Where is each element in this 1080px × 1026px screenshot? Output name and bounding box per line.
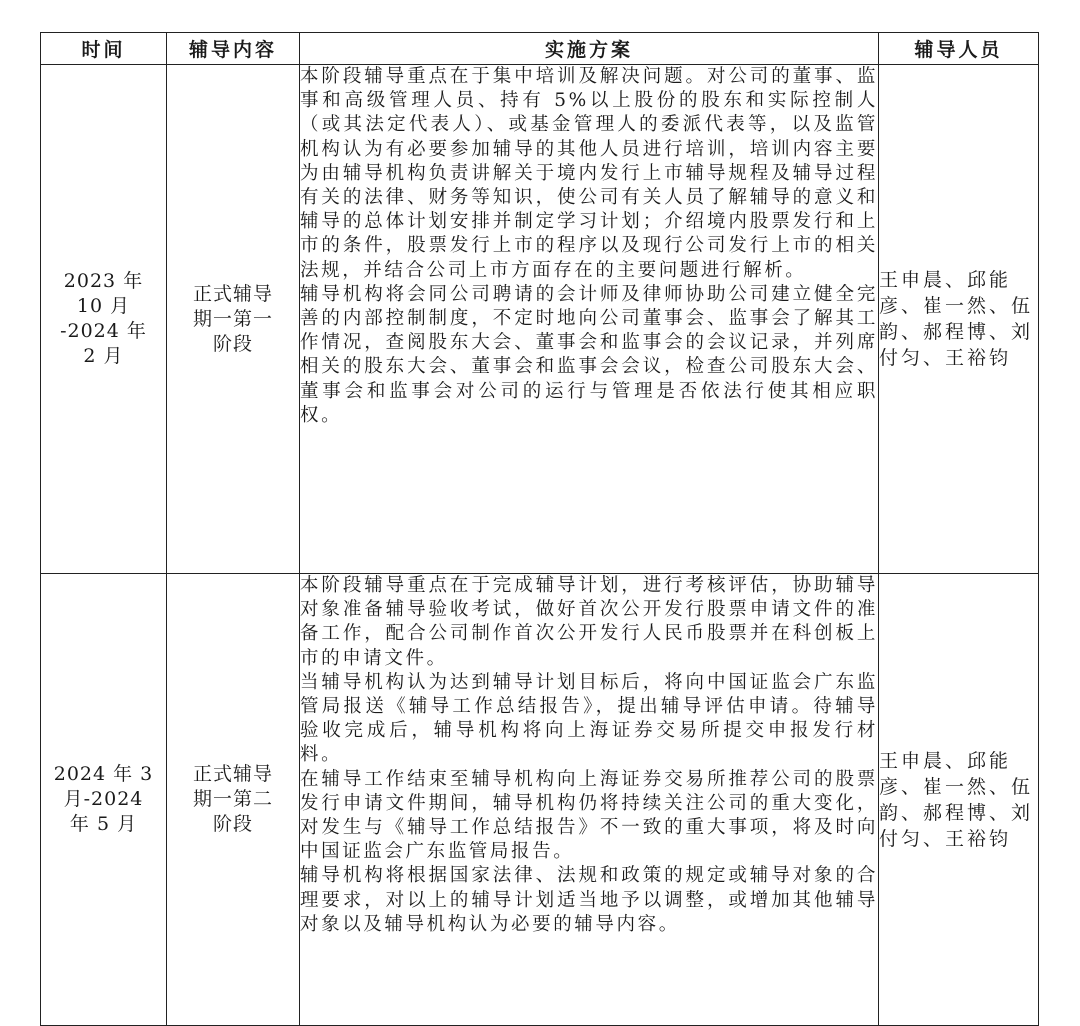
content-line: 正式辅导 xyxy=(192,763,273,785)
period-line: -2024 年 xyxy=(60,320,147,342)
staff-cell: 王申晨、邱能彦、崔一然、伍韵、郝程博、刘付匀、王裕钧 xyxy=(879,574,1039,1026)
content-line: 期一第二 xyxy=(192,788,273,810)
content-line: 期一第一 xyxy=(192,307,273,330)
scheme-cell xyxy=(300,574,879,1026)
scheme-paragraph: 本阶段辅导重点在于完成辅导计划，进行考核评估，协助辅导对象准备辅导验收考试，做好首次公开发行股票申请文件的准备工作，配合公司制作首次公开发行人民币股票并在科创板上市的申请文件。 xyxy=(300,575,878,669)
scheme-cell xyxy=(300,65,879,574)
staff-cell: 王申晨、邱能彦、崔一然、伍韵、郝程博、刘付匀、王裕钧 xyxy=(879,65,1039,574)
content-cell xyxy=(167,574,300,1026)
period-cell xyxy=(41,65,167,574)
scheme-paragraph: 在辅导工作结束至辅导机构向上海证券交易所推荐公司的股票发行申请文件期间，辅导机构仍将持续关注公司的重大变化，对发生与《辅导工作总结报告》不一致的重大事项，将及时向中国证监会广东监管局报告。 xyxy=(300,768,878,863)
tutoring-plan-table xyxy=(40,32,1039,1026)
content-line: 阶段 xyxy=(212,813,253,835)
period-line: 2024 年 3 xyxy=(53,763,154,785)
period-line: 2023 年 xyxy=(63,270,144,292)
content-line: 正式辅导 xyxy=(192,282,273,305)
period-cell xyxy=(41,574,167,1026)
header-time: 时间 xyxy=(41,33,167,65)
scheme-paragraph: 辅导机构将会同公司聘请的会计师及律师协助公司建立健全完善的内部控制制度，不定时地向公司董事会、监事会了解其工作情况，查阅股东大会、董事会和监事会的会议记录，并列席相关的股东大会、董事会和监事会会议，检查公司股东大会、董事会和监事会对公司的运行与管理是否依法行使其相应职权。 xyxy=(300,283,878,426)
scheme-paragraph: 本阶段辅导重点在于集中培训及解决问题。对公司的董事、监事和高级管理人员、持有 5%以上股份的股东和实际控制人（或其法定代表人）、或基金管理人的委派代表等，以及监管机构认为有必要参加辅导的其他人员进行培训，培训内容主要为由辅导机构负责讲解关于境内发行上市辅导规程及辅导过程有关的法律、财务等知识，使公司有关人员了解辅导的意义和辅导的总体计划安排并制定学习计划；介绍境内股票发行和上市的条件，股票发行上市的程序以及现行公司发行上市的相关法规，并结合公司上市方面存在的主要问题进行解析。 xyxy=(300,66,878,281)
header-scheme: 实施方案 xyxy=(300,33,879,65)
header-content: 辅导内容 xyxy=(167,33,300,65)
content-line: 阶段 xyxy=(212,332,253,355)
table-row xyxy=(41,65,1039,574)
period-line: 10 月 xyxy=(76,295,131,317)
period-line: 月-2024 xyxy=(63,788,144,810)
table-header-row xyxy=(41,33,1039,65)
scheme-paragraph: 辅导机构将根据国家法律、法规和政策的规定或辅导对象的合理要求，对以上的辅导计划适当地予以调整，或增加其他辅导对象以及辅导机构认为必要的辅导内容。 xyxy=(300,865,878,935)
period-line: 2 月 xyxy=(83,345,124,367)
content-cell xyxy=(167,65,300,574)
scheme-paragraph: 当辅导机构认为达到辅导计划目标后，将向中国证监会广东监管局报送《辅导工作总结报告》，提出辅导评估申请。待辅导验收完成后，辅导机构将向上海证券交易所提交申报发行材料。 xyxy=(300,671,878,766)
period-line: 年 5 月 xyxy=(69,813,138,835)
header-staff: 辅导人员 xyxy=(879,33,1039,65)
table-row xyxy=(41,574,1039,1026)
